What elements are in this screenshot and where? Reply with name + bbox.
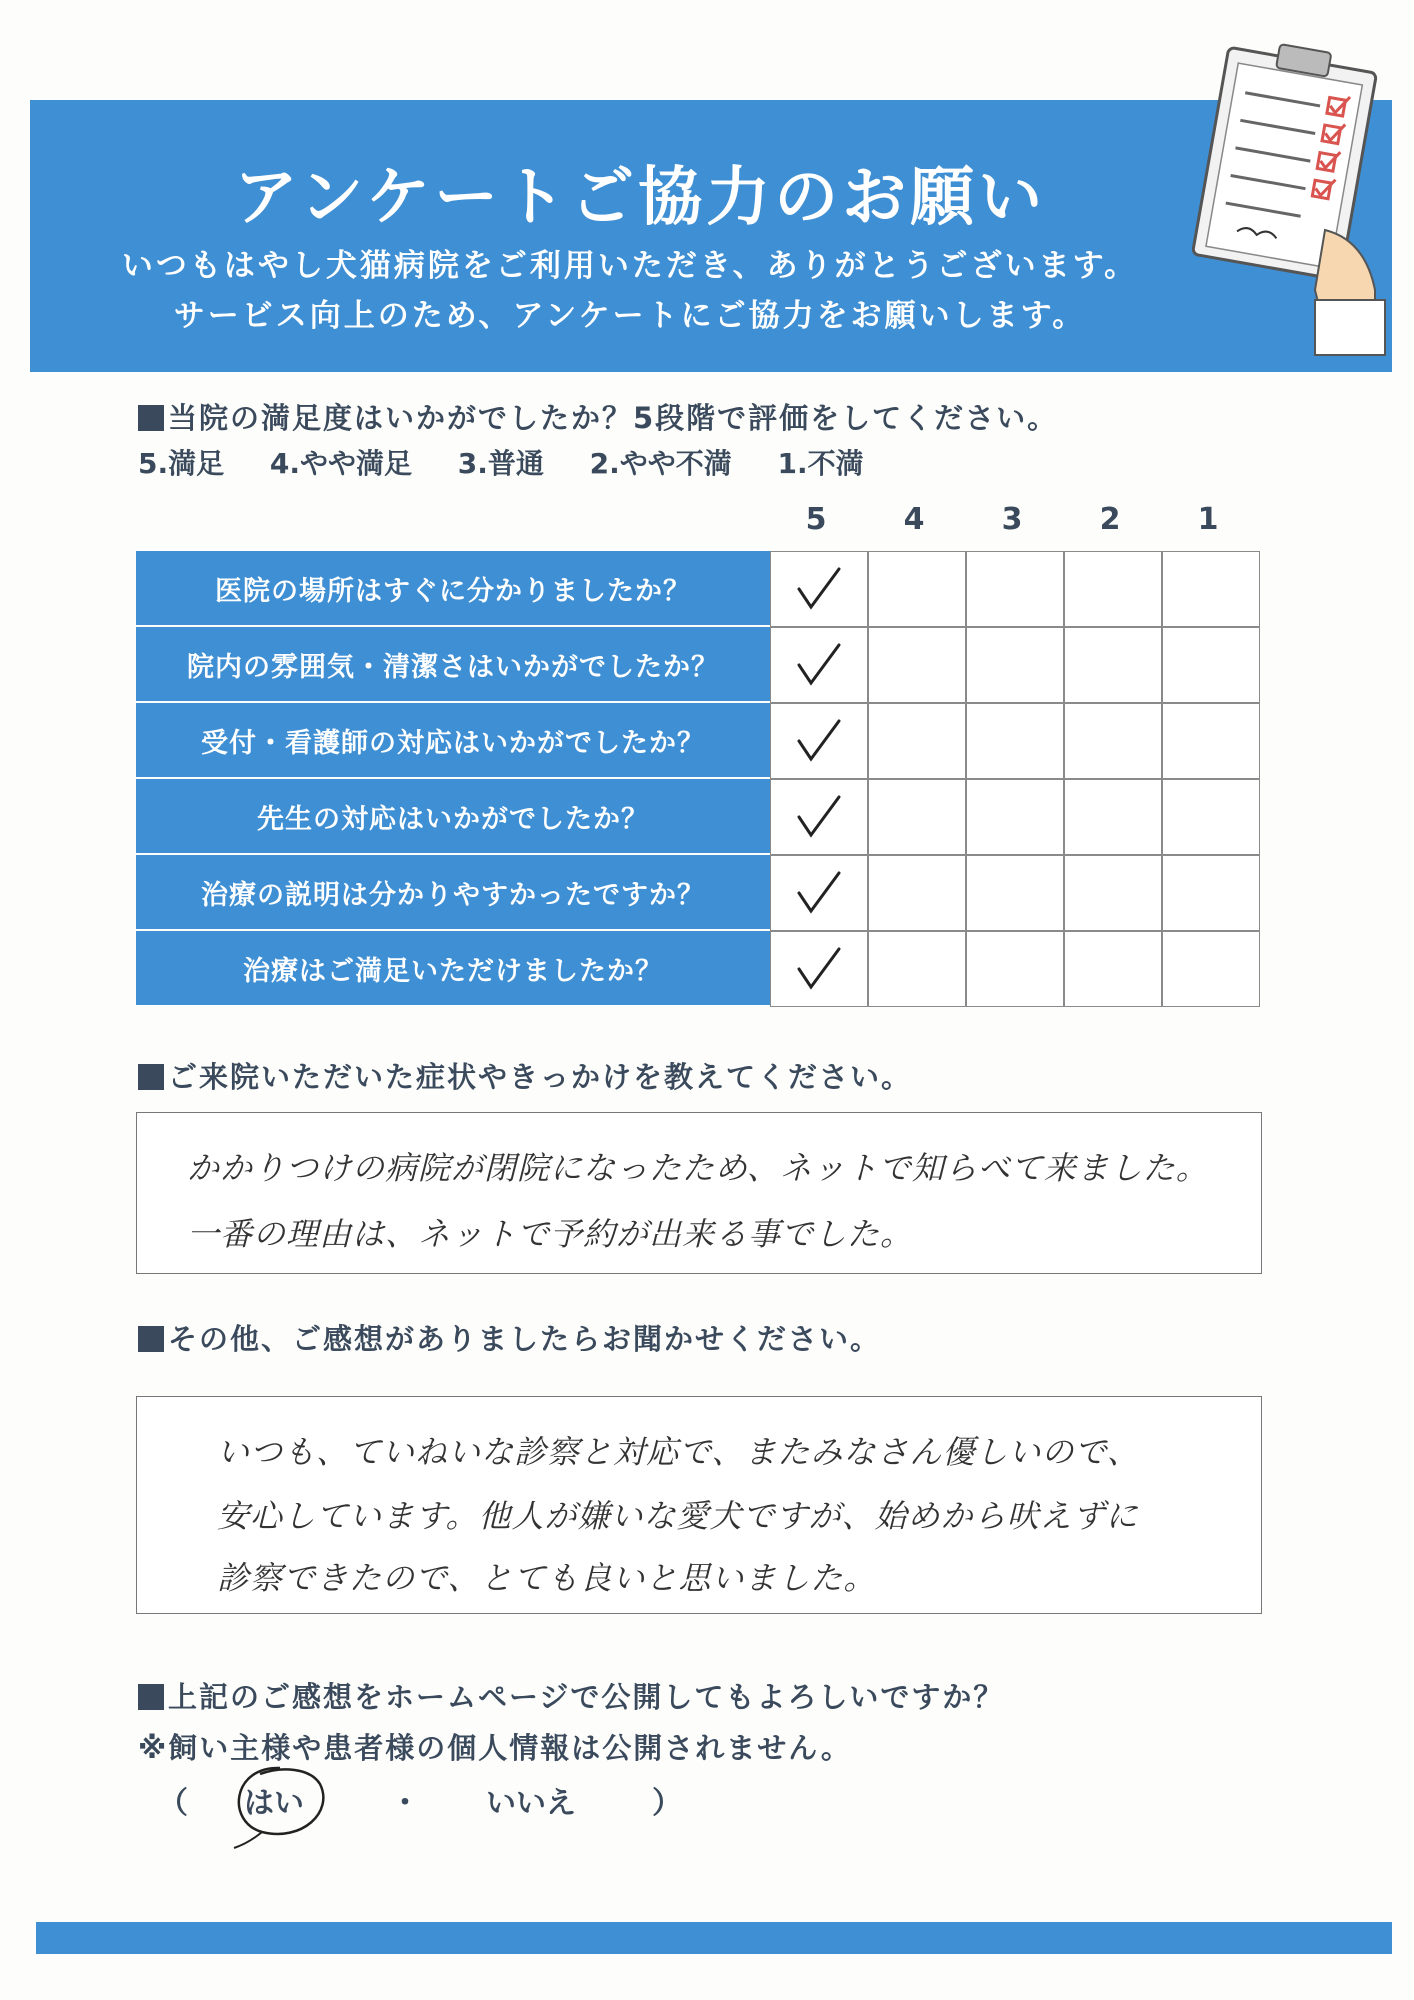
reason-answer-box[interactable] [136,1112,1262,1274]
comment-answer-line: 診察できたので、とても良いと思いました。 [217,1559,877,1597]
rating-cell-2[interactable] [1064,703,1162,779]
question-label: 治療の説明は分かりやすかったですか？ [136,855,770,930]
option-no[interactable]: いいえ [486,1786,576,1821]
reason-section-title: ご来院いただいた症状やきっかけを教えてください。 [138,1055,912,1096]
rating-cell-4[interactable] [868,627,966,703]
option-yes[interactable]: はい [244,1786,304,1821]
rating-cell-2[interactable] [1064,855,1162,931]
rating-cell-5[interactable] [770,855,868,931]
rating-cell-1[interactable] [1162,931,1260,1007]
comment-answer-box[interactable] [136,1396,1262,1614]
rating-cell-1[interactable] [1162,627,1260,703]
column-header-3: 3 [1001,502,1023,537]
rating-cell-4[interactable] [868,551,966,627]
clipboard-icon [1175,30,1405,360]
rating-cell-4[interactable] [868,931,966,1007]
column-header-4: 4 [903,502,925,537]
rating-cell-3[interactable] [966,931,1064,1007]
question-label: 院内の雰囲気・清潔さはいかがでしたか？ [136,627,770,702]
scale-5: 5.満足 [138,447,225,480]
check-mark-icon [793,563,845,615]
scale-1: 1.不満 [777,447,864,480]
rating-cell-5[interactable] [770,779,868,855]
header-greeting: いつもはやし犬猫病院をご利用いただき、ありがとうございます。 [121,248,1139,284]
rating-cell-1[interactable] [1162,703,1260,779]
scale-2: 2.やや不満 [589,447,732,480]
rating-cell-1[interactable] [1162,779,1260,855]
close-paren: ） [652,1786,682,1821]
rating-cell-5[interactable] [770,931,868,1007]
question-label: 治療はご満足いただけましたか？ [136,931,770,1006]
rating-cell-2[interactable] [1064,551,1162,627]
open-paren: （ [158,1786,188,1821]
question-label: 受付・看護師の対応はいかがでしたか？ [136,703,770,778]
publish-section-title: 上記のご感想をホームページで公開してもよろしいですか？ [138,1675,1004,1716]
column-header-5: 5 [805,502,827,537]
rating-cell-3[interactable] [966,703,1064,779]
privacy-note: ※飼い主様や患者様の個人情報は公開されません。 [138,1731,852,1765]
rating-section-title: 当院の満足度はいかがでしたか？5段階で評価をしてください。 [138,396,1058,437]
reason-answer-line: 一番の理由は、ネットで予約が出来る事でした。 [187,1215,914,1253]
question-label: 医院の場所はすぐに分かりましたか？ [136,551,770,626]
rating-cell-2[interactable] [1064,931,1162,1007]
question-label: 先生の対応はいかがでしたか？ [136,779,770,854]
comment-answer-line: 安心しています。他人が嫌いな愛犬ですが、始めから吠えずに [217,1497,1139,1535]
reason-answer-line: かかりつけの病院が閉院になったため、ネットで知らべて来ました。 [187,1149,1209,1187]
rating-cell-5[interactable] [770,703,868,779]
rating-cell-5[interactable] [770,627,868,703]
rating-cell-5[interactable] [770,551,868,627]
check-mark-icon [793,639,845,691]
rating-cell-1[interactable] [1162,551,1260,627]
column-header-2: 2 [1099,502,1121,537]
rating-cell-3[interactable] [966,855,1064,931]
footer-band [36,1922,1392,1954]
comment-answer-line: いつも、ていねいな診察と対応で、またみなさん優しいので、 [217,1433,1140,1471]
rating-scale-legend [138,442,900,482]
rating-cell-2[interactable] [1064,627,1162,703]
comment-section-title: その他、ご感想がありましたらお聞かせください。 [138,1317,881,1358]
survey-title: アンケートご協力のお願い [233,161,1047,235]
header-request: サービス向上のため、アンケートにご協力をお願いします。 [173,298,1087,334]
check-mark-icon [793,715,845,767]
rating-cell-2[interactable] [1064,779,1162,855]
rating-cell-4[interactable] [868,703,966,779]
check-mark-icon [793,791,845,843]
column-header-1: 1 [1197,502,1219,537]
rating-cell-4[interactable] [868,855,966,931]
rating-cell-3[interactable] [966,779,1064,855]
check-mark-icon [793,943,845,995]
check-mark-icon [793,867,845,919]
scale-4: 4.やや満足 [269,447,412,480]
option-separator: ・ [390,1786,420,1821]
selection-circle-mark [222,1762,342,1852]
rating-table [136,551,1262,1010]
rating-cell-1[interactable] [1162,855,1260,931]
rating-cell-4[interactable] [868,779,966,855]
scale-3: 3.普通 [457,447,544,480]
rating-cell-3[interactable] [966,551,1064,627]
rating-cell-3[interactable] [966,627,1064,703]
